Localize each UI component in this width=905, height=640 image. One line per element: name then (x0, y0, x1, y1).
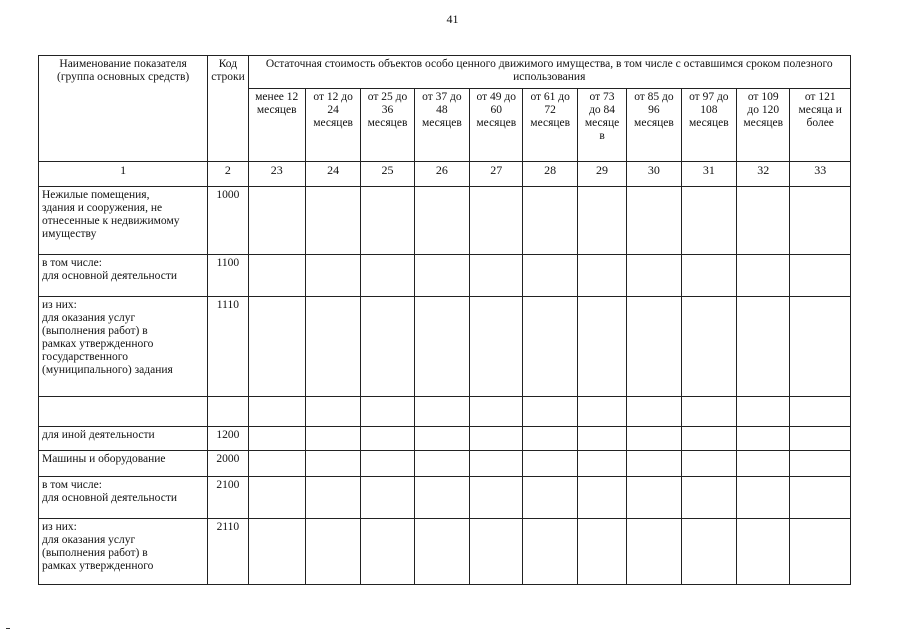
header-period-col: от 121 месяца и более (790, 89, 851, 162)
table-row (39, 519, 851, 585)
value-cell[interactable] (361, 451, 414, 477)
value-cell[interactable] (577, 519, 626, 585)
value-cell[interactable] (737, 477, 790, 519)
value-cell[interactable] (470, 297, 523, 397)
value-cell[interactable] (305, 451, 360, 477)
value-cell[interactable] (681, 427, 736, 451)
value-cell[interactable] (470, 519, 523, 585)
value-cell[interactable] (523, 451, 577, 477)
value-cell[interactable] (681, 519, 736, 585)
value-cell[interactable] (523, 397, 577, 427)
row-code: 1200 (208, 427, 248, 451)
value-cell[interactable] (414, 255, 469, 297)
indicator-name: Машины и оборудование (39, 451, 208, 477)
indicator-name: в том числе: для основной деятельности (39, 477, 208, 519)
table-row (39, 451, 851, 477)
value-cell[interactable] (470, 255, 523, 297)
column-number: 31 (681, 162, 736, 187)
value-cell[interactable] (790, 519, 851, 585)
value-cell[interactable] (414, 477, 469, 519)
header-indicator-name: Наименование показателя (группа основных средств) (39, 56, 208, 162)
value-cell[interactable] (523, 427, 577, 451)
value-cell[interactable] (681, 451, 736, 477)
value-cell[interactable] (414, 397, 469, 427)
value-cell[interactable] (248, 519, 305, 585)
value-cell[interactable] (577, 427, 626, 451)
value-cell[interactable] (523, 519, 577, 585)
value-cell[interactable] (577, 397, 626, 427)
value-cell[interactable] (627, 519, 681, 585)
table-row (39, 397, 851, 427)
value-cell[interactable] (627, 255, 681, 297)
value-cell[interactable] (248, 477, 305, 519)
value-cell[interactable] (414, 519, 469, 585)
header-period-col: менее 12 месяцев (248, 89, 305, 162)
column-number: 1 (39, 162, 208, 187)
value-cell[interactable] (305, 255, 360, 297)
indicator-name (39, 397, 208, 427)
value-cell[interactable] (305, 397, 360, 427)
value-cell[interactable] (248, 255, 305, 297)
value-cell[interactable] (737, 427, 790, 451)
value-cell[interactable] (790, 187, 851, 255)
value-cell[interactable] (470, 187, 523, 255)
value-cell[interactable] (470, 427, 523, 451)
row-code: 1100 (208, 255, 248, 297)
value-cell[interactable] (361, 519, 414, 585)
value-cell[interactable] (577, 297, 626, 397)
header-row-code: Код строки (208, 56, 248, 162)
value-cell[interactable] (305, 297, 360, 397)
value-cell[interactable] (627, 187, 681, 255)
value-cell[interactable] (361, 427, 414, 451)
value-cell[interactable] (248, 297, 305, 397)
column-number: 2 (208, 162, 248, 187)
value-cell[interactable] (790, 477, 851, 519)
value-cell[interactable] (248, 397, 305, 427)
indicator-name: из них: для оказания услуг (выполнения работ) в рамках утвержденного (39, 519, 208, 585)
indicator-name: из них: для оказания услуг (выполнения работ) в рамках утвержденного государственного (муниципального) задания (39, 297, 208, 397)
header-period-col: от 37 до 48 месяцев (414, 89, 469, 162)
value-cell[interactable] (414, 297, 469, 397)
value-cell[interactable] (577, 451, 626, 477)
value-cell[interactable] (737, 297, 790, 397)
value-cell[interactable] (627, 427, 681, 451)
table-row (39, 255, 851, 297)
value-cell[interactable] (305, 427, 360, 451)
asset-value-table (38, 55, 851, 585)
value-cell[interactable] (523, 187, 577, 255)
table-body (39, 187, 851, 585)
value-cell[interactable] (737, 397, 790, 427)
scan-mark (6, 628, 10, 629)
header-period-col: от 49 до 60 месяцев (470, 89, 523, 162)
value-cell[interactable] (627, 477, 681, 519)
header-period-col: от 25 до 36 месяцев (361, 89, 414, 162)
row-code (208, 397, 248, 427)
value-cell[interactable] (790, 255, 851, 297)
column-number: 28 (523, 162, 577, 187)
indicator-name: Нежилые помещения, здания и сооружения, не отнесенные к недвижимому имуществу (39, 187, 208, 255)
column-number: 29 (577, 162, 626, 187)
value-cell[interactable] (790, 397, 851, 427)
value-cell[interactable] (523, 297, 577, 397)
table-row (39, 477, 851, 519)
page-number: 41 (446, 12, 459, 26)
header-period-col: от 73 до 84 месяце в (577, 89, 626, 162)
value-cell[interactable] (790, 427, 851, 451)
table-row (39, 427, 851, 451)
value-cell[interactable] (681, 187, 736, 255)
header-period-col: от 109 до 120 месяцев (737, 89, 790, 162)
value-cell[interactable] (305, 187, 360, 255)
value-cell[interactable] (470, 451, 523, 477)
value-cell[interactable] (470, 397, 523, 427)
value-cell[interactable] (361, 187, 414, 255)
value-cell[interactable] (361, 397, 414, 427)
value-cell[interactable] (681, 477, 736, 519)
indicator-name: в том числе: для основной деятельности (39, 255, 208, 297)
column-number: 23 (248, 162, 305, 187)
value-cell[interactable] (627, 397, 681, 427)
value-cell[interactable] (577, 255, 626, 297)
value-cell[interactable] (414, 427, 469, 451)
column-number: 24 (305, 162, 360, 187)
value-cell[interactable] (681, 397, 736, 427)
value-cell[interactable] (248, 451, 305, 477)
column-number: 30 (627, 162, 681, 187)
column-number: 33 (790, 162, 851, 187)
value-cell[interactable] (737, 519, 790, 585)
value-cell[interactable] (627, 297, 681, 397)
value-cell[interactable] (361, 297, 414, 397)
column-number-row (39, 162, 851, 187)
header-period-col: от 97 до 108 месяцев (681, 89, 736, 162)
column-number: 32 (737, 162, 790, 187)
value-cell[interactable] (305, 519, 360, 585)
value-cell[interactable] (577, 477, 626, 519)
value-cell[interactable] (523, 477, 577, 519)
value-cell[interactable] (737, 255, 790, 297)
value-cell[interactable] (790, 297, 851, 397)
row-code: 2000 (208, 451, 248, 477)
value-cell[interactable] (414, 187, 469, 255)
row-code: 1000 (208, 187, 248, 255)
value-cell[interactable] (248, 187, 305, 255)
column-number: 25 (361, 162, 414, 187)
value-cell[interactable] (523, 255, 577, 297)
value-cell[interactable] (414, 451, 469, 477)
value-cell[interactable] (737, 187, 790, 255)
value-cell[interactable] (361, 477, 414, 519)
indicator-name: для иной деятельности (39, 427, 208, 451)
value-cell[interactable] (790, 451, 851, 477)
row-code: 2100 (208, 477, 248, 519)
value-cell[interactable] (470, 477, 523, 519)
value-cell[interactable] (681, 255, 736, 297)
value-cell[interactable] (577, 187, 626, 255)
header-residual-value: Остаточная стоимость объектов особо ценного движимого имущества, в том числе с оставшимся сроком полезного использования (248, 56, 850, 89)
table-row (39, 297, 851, 397)
header-period-col: от 61 до 72 месяцев (523, 89, 577, 162)
value-cell[interactable] (627, 451, 681, 477)
row-code: 2110 (208, 519, 248, 585)
header-period-col: от 12 до 24 месяцев (305, 89, 360, 162)
header-row-top (39, 56, 851, 89)
header-period-col: от 85 до 96 месяцев (627, 89, 681, 162)
column-number: 26 (414, 162, 469, 187)
value-cell[interactable] (361, 255, 414, 297)
table-row (39, 187, 851, 255)
value-cell[interactable] (305, 477, 360, 519)
column-number: 27 (470, 162, 523, 187)
value-cell[interactable] (681, 297, 736, 397)
value-cell[interactable] (737, 451, 790, 477)
row-code: 1110 (208, 297, 248, 397)
value-cell[interactable] (248, 427, 305, 451)
